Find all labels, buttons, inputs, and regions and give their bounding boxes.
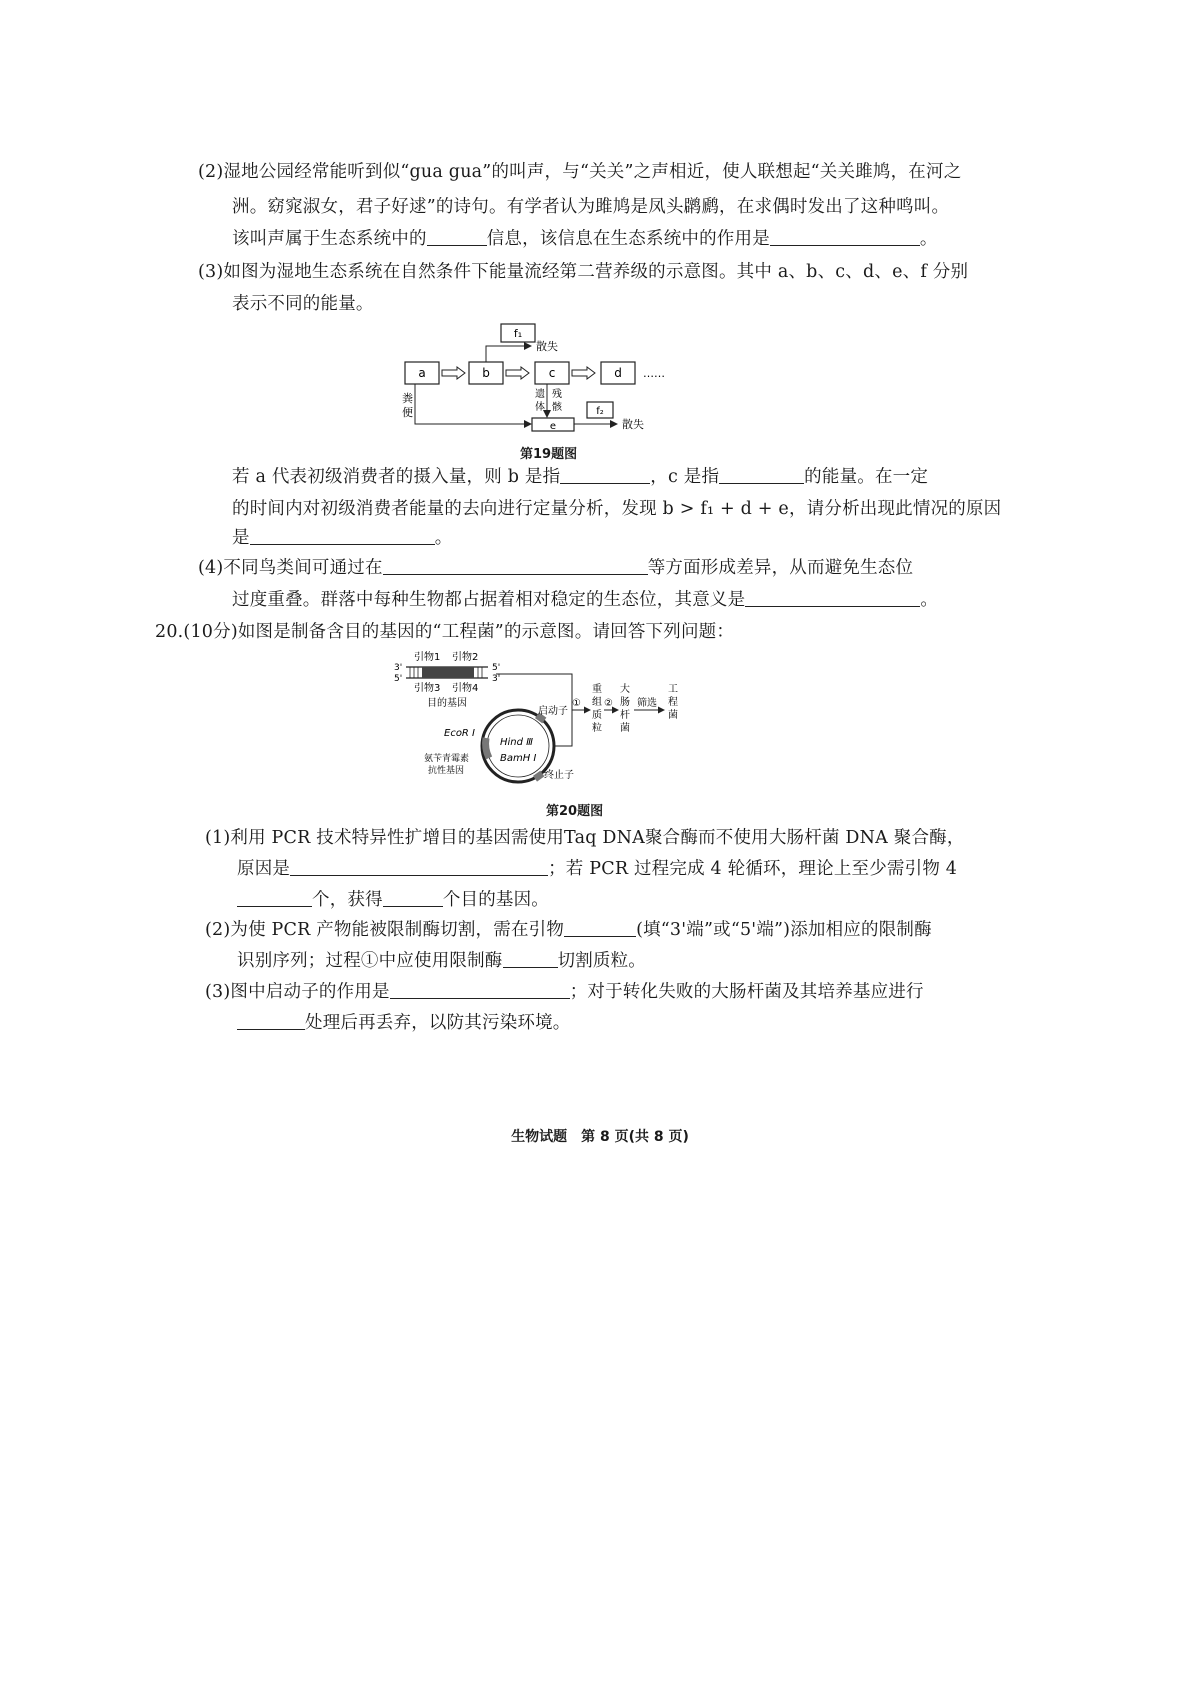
- remains-label-3: 残: [552, 389, 562, 400]
- answer-blank[interactable]: [503, 949, 558, 968]
- q19-p3-line1: (3)如图为湿地生态系统在自然条件下能量流经第二营养级的示意图。其中 a、b、c、d、e、f 分别: [198, 262, 969, 282]
- answer-blank[interactable]: [560, 465, 650, 484]
- primer-3-label: 引物3: [414, 683, 441, 694]
- terminator-label: 终止子: [544, 770, 574, 781]
- target-gene-label: 目的基因: [427, 698, 467, 709]
- answer-blank[interactable]: [237, 1011, 305, 1030]
- box-c-label: c: [548, 366, 556, 380]
- q19-p3-q-line2: 的时间内对初级消费者能量的去向进行定量分析，发现 b > f₁ + d + e，请分析出现此情况的原因: [232, 499, 1002, 519]
- hindiii-label: Hind Ⅲ: [500, 737, 534, 748]
- feces-label-2: 便: [402, 406, 413, 419]
- a-feces-line: [415, 384, 531, 424]
- end-3-left: 3': [394, 663, 403, 673]
- recombinant-label-3: 质: [592, 710, 602, 721]
- primer-4-label: 引物4: [452, 683, 479, 694]
- answer-blank[interactable]: [250, 526, 435, 545]
- recombinant-label-2: 组: [592, 697, 602, 708]
- eng-bacteria-label-2: 程: [668, 697, 678, 708]
- amp-gene-label-2: 抗性基因: [428, 766, 465, 776]
- q20-header: 20.(10分)如图是制备含目的基因的“工程菌”的示意图。请回答下列问题：: [155, 622, 735, 642]
- dots: ……: [643, 367, 665, 380]
- eng-bacteria-label-1: 工: [668, 684, 678, 695]
- amp-resistance-segment: [486, 738, 489, 758]
- recombinant-label-1: 重: [592, 684, 602, 695]
- q19-p2-line1: (2)湿地公园经常能听到似“gua gua”的叫声，与“关关”之声相近，使人联想起“关关雎鸠，在河之: [198, 162, 962, 182]
- answer-blank[interactable]: [770, 227, 920, 246]
- q20-p1-line3: 个，获得 个目的基因。: [237, 888, 549, 912]
- ecoli-label-4: 菌: [620, 723, 630, 734]
- box-d-label: d: [614, 366, 622, 380]
- q20-p2-line2: 识别序列；过程①中应使用限制酶 切割质粒。: [237, 951, 646, 971]
- q19-p3-q-line1: 若 a 代表初级消费者的摄入量，则 b 是指 ，c 是指 的能量。在一定: [232, 467, 929, 487]
- answer-blank[interactable]: [564, 918, 636, 937]
- figure-20-caption: 第20题图: [546, 804, 604, 819]
- q19-p3-line2: 表示不同的能量。: [232, 294, 374, 314]
- target-gene-segment: [422, 667, 474, 678]
- ecoli-label-3: 杆: [620, 710, 630, 721]
- primer-2-label: 引物2: [452, 652, 479, 663]
- ecoli-label-1: 大: [620, 684, 630, 695]
- recombinant-label-4: 粒: [592, 723, 602, 734]
- answer-blank[interactable]: [427, 227, 487, 246]
- q20-p3-line1: (3)图中启动子的作用是 ；对于转化失败的大肠杆菌及其培养基应进行: [205, 982, 924, 1002]
- q20-p3-line2: 处理后再丢弃，以防其污染环境。: [237, 1011, 571, 1035]
- remains-label-4: 骸: [552, 402, 562, 413]
- box-f2-label: f₂: [596, 406, 604, 417]
- q20-p1-line2: 原因是 ；若 PCR 过程完成 4 轮循环，理论上至少需引物 4: [237, 859, 958, 879]
- step1-label: ①: [572, 698, 581, 709]
- bamhi-label: BamH Ⅰ: [500, 753, 537, 764]
- box-a-label: a: [418, 366, 426, 380]
- end-5-left: 5': [394, 674, 403, 684]
- primer-1-label: 引物1: [414, 652, 441, 663]
- step2-label: ②: [604, 698, 613, 709]
- eng-bacteria-label-3: 菌: [668, 710, 678, 721]
- loss-label-2: 散失: [622, 418, 644, 431]
- flow-arrow-bc: [506, 367, 529, 379]
- q19-p2-line2: 洲。窈窕淑女，君子好逑”的诗句。有学者认为雎鸠是凤头䴙䴘，在求偶时发出了这种鸣叫。: [232, 197, 950, 217]
- loss-label-1: 散失: [536, 340, 558, 353]
- b-to-loss-line: [486, 346, 531, 362]
- gene-to-recombinant-line: [496, 674, 572, 710]
- energy-flow-diagram: [395, 320, 685, 442]
- page-footer: 生物试题 第 8 页(共 8 页): [511, 1129, 689, 1145]
- q19-p4-line2: 过度重叠。群落中每种生物都占据着相对稳定的生态位，其意义是 。: [232, 590, 939, 610]
- q20-p1-line1: (1)利用 PCR 技术特异性扩增目的基因需使用Taq DNA聚合酶而不使用大肠杆菌 DNA 聚合酶，: [205, 828, 965, 848]
- remains-label-1: 遗: [535, 389, 545, 400]
- q19-p2-line3: 该叫声属于生态系统中的 信息，该信息在生态系统中的作用是 。: [232, 229, 938, 249]
- amp-gene-label-1: 氨苄青霉素: [424, 754, 470, 764]
- q19-p3-q-line3: 是 。: [232, 528, 453, 548]
- promoter-label: 启动子: [538, 706, 568, 717]
- answer-blank[interactable]: [290, 857, 548, 876]
- q19-p4-line1: (4)不同鸟类间可通过在 等方面形成差异，从而避免生态位: [198, 558, 914, 578]
- answer-blank[interactable]: [719, 465, 804, 484]
- flow-arrow-cd: [572, 367, 595, 379]
- end-3-right: 3': [492, 674, 501, 684]
- feces-label-1: 粪: [402, 392, 413, 405]
- flow-arrow-ab: [442, 367, 465, 379]
- figure-19-caption: 第19题图: [520, 447, 578, 462]
- ecoli-label-2: 肠: [620, 697, 630, 708]
- answer-blank[interactable]: [390, 980, 570, 999]
- box-f1-label: f₁: [513, 327, 523, 340]
- screen-label: 筛选: [637, 698, 657, 709]
- remains-label-2: 体: [535, 402, 545, 413]
- answer-blank[interactable]: [383, 888, 443, 907]
- answer-blank[interactable]: [745, 588, 920, 607]
- box-b-label: b: [482, 366, 490, 380]
- end-5-right: 5': [492, 663, 501, 673]
- box-e-label: e: [549, 421, 557, 432]
- answer-blank[interactable]: [383, 556, 648, 575]
- ecori-label: EcoR Ⅰ: [444, 728, 476, 739]
- q20-p2-line1: (2)为使 PCR 产物能被限制酶切割，需在引物 (填“3'端”或“5'端”)添加相应的限制酶: [205, 920, 932, 940]
- answer-blank[interactable]: [237, 888, 312, 907]
- engineered-bacteria-diagram: [392, 648, 692, 798]
